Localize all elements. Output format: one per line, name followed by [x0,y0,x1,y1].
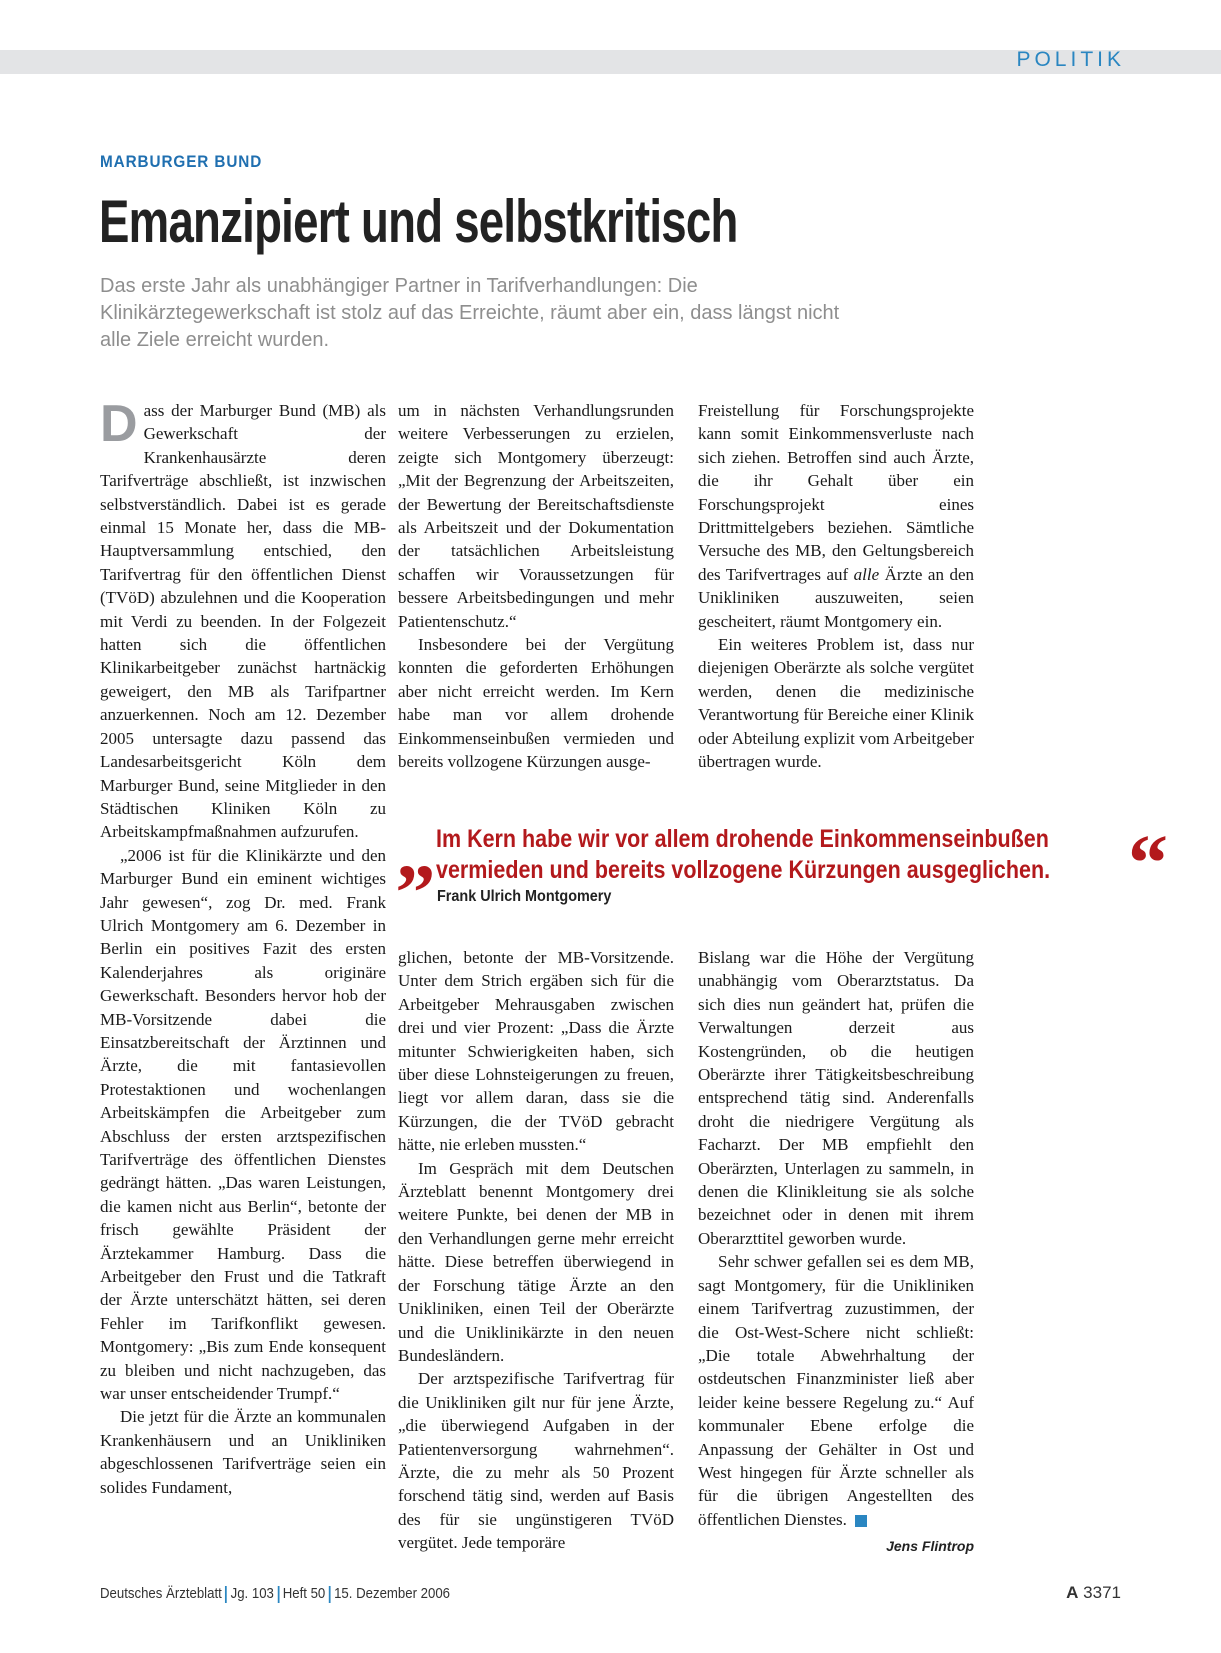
article-column-2-bottom [398,946,674,1555]
volume: Jg. 103 [230,1585,274,1602]
article-kicker: MARBURGER BUND [100,152,263,171]
article-column-2-top [398,399,674,774]
end-mark-icon [855,1515,867,1527]
paragraph: glichen, betonte der MB-Vorsitzende. Unter dem Strich ergäben sich für die Arbeitgeber Mehrausgaben zwischen drei und vier Prozent: „Dass die Ärzte mitunter Schwierigkeiten haben, sich über diese Lohnsteigerungen zu freuen, liegt vor allem daran, dass sie die Kürzungen, die der TVöD gebracht hätte, nie erleben mussten.“ [398,948,674,1155]
paragraph: Dass der Marburger Bund (MB) als Gewerkschaft der Krankenhausärzte deren Tarifverträge abschließt, ist inzwischen selbstverständlich. Dabei ist es gerade einmal 15 Monate her, dass die MB-Hauptversammlung entschied, den Tarifvertrag für den öffentlichen Dienst (TVöD) abzulehnen und die Kooperation mit Verdi zu beenden. In der Folgezeit hatten sich die öffentlichen Klinikarbeitgeber zunächst hartnäckig geweigert, den MB als Tarifpartner anzuerkennen. Noch am 12. Dezember 2005 untersagte dazu passend das Landesarbeitsgericht Köln dem Marburger Bund, seine Mitglieder in den Städtischen Kliniken Köln zu Arbeitskampfmaßnahmen aufzurufen. [100,395,386,842]
paragraph: Die jetzt für die Ärzte an kommunalen Krankenhäusern und an Unikliniken abgeschlossenen Tarifverträge seien ein solides Fundament, [100,1407,386,1497]
footer-citation [100,1585,450,1603]
paragraph: Bislang war die Höhe der Vergütung unabhängig vom Oberarztstatus. Da sich dies nun geändert hat, prüfen die Verwaltungen derzeit aus Kostengründen, ob die heutigen Oberärzte ihrer Tätigkeitsbeschreibung entsprechend tätig sind. Anderenfalls droht die niedrigere Vergütung als Facharzt. Der MB empfiehlt den Oberärzten, Unterlagen zu sammeln, in denen die Klinikleitung sie als solche bezeichnet oder in denen mit ihrem Oberarzttitel geworben wurde. [698,948,974,1248]
paragraph: „2006 ist für die Klinikärzte und den Marburger Bund ein eminent wichtiges Jahr gewesen“, zog Dr. med. Frank Ulrich Montgomery am 6. Dezember in Berlin ein positives Fazit des ersten Kalenderjahres als originäre Gewerkschaft. Besonders hervor hob der MB-Vorsitzende dabei die Einsatzbereitschaft der Ärztinnen und Ärzte, die mit fantasievollen Protestaktionen und wochenlangen Arbeitskämpfen die Arbeitgeber zum Abschluss der ersten arztspezifischen Tarifverträge des öffentlichen Dienstes gedrängt hätten. „Das waren Leistungen, die kamen nicht aus Berlin“, betonte der frisch gewählte Präsident der Ärztekammer Hamburg. Dass die Arbeitgeber den Frust und die Tatkraft der Ärzte unterschätzt hätten, sei deren Fehler im Tarifkonflikt gewesen. Montgomery: „Bis zum Ende konsequent zu bleiben und nicht nachzugeben, das war unser entscheidender Trumpf.“ [100,845,386,1404]
article-column-3-bottom [698,946,974,1531]
article-title: Emanzipiert und selbstkritisch [99,188,738,255]
pull-quote-text: Im Kern habe wir vor allem drohende Einkommenseinbußen vermieden und bereits vollzogene Kürzungen ausgeglichen. [436,825,1051,884]
article-column-1 [100,395,386,1499]
paragraph: Ein weiteres Problem ist, dass nur diejenigen Oberärzte als solche vergütet werden, denen die medizinische Verantwortung für Bereiche einer Klinik oder Abteilung explizit vom Arbeitgeber übertragen wurde. [698,635,974,772]
paragraph: Sehr schwer gefallen sei es dem MB, sagt Montgomery, für die Unikliniken einem Tarifvertrag zuzustimmen, der die Ost-West-Schere nicht schließt: „Die totale Abwehrhaltung der ostdeutschen Finanzminister ließ aber leider keine bessere Regelung zu.“ Auf kommunaler Ebene erfolge die Anpassung der Gehälter in Ost und West hingegen für Ärzte schneller als für die übrigen Angestellten des öffentlichen Dienstes. [698,1252,974,1529]
pull-quote-author: Frank Ulrich Montgomery [437,888,612,905]
quote-close-mark: “ [1128,820,1168,908]
separator [225,1586,227,1603]
section-label: POLITIK [1016,48,1125,71]
issue: Heft 50 [282,1585,326,1602]
issue-date: 15. Dezember 2006 [334,1585,451,1602]
paragraph: Insbesondere bei der Vergütung konnten die geforderten Erhöhungen aber nicht erreicht werden. Im Kern habe man vor allem drohende Einkommenseinbußen vermieden und bereits vollzogene Kürzungen ausge- [398,635,674,772]
paragraph: um in nächsten Verhandlungsrunden weitere Verbesserungen zu erzielen, zeigte sich Montgomery überzeugt: „Mit der Begrenzung der Arbeitszeiten, der Bewertung der Bereitschaftsdienste als Arbeitszeit und der Dokumentation der tatsächlichen Arbeitsleistung schaffen wir Voraussetzungen für bessere Arbeitsbedingungen und mehr Patientenschutz.“ [398,401,674,631]
separator [329,1586,331,1603]
paragraph: Freistellung für Forschungsprojekte kann somit Einkommensverluste nach sich ziehen. Betroffen sind auch Ärzte, die ihr Gehalt über ein Forschungsprojekt eines Drittmittelgebers beziehen. Sämtliche Versuche des MB, den Geltungsbereich des Tarifvertrages auf alle Ärzte an den Unikliniken auszuweiten, seien gescheitert, räumt Montgomery ein. [698,401,974,631]
article-column-3-top [698,399,974,774]
drop-cap: D [100,395,138,453]
paragraph: Der arztspezifische Tarifvertrag für die Unikliniken gilt nur für jene Ärzte, „die überwiegend Aufgaben in der Patientenversorgung wahrnehmen“. Ärzte, die zu mehr als 50 Prozent forschend tätig sind, werden auf Basis des für sie ungünstigeren TVöD vergütet. Jede temporäre [398,1369,674,1553]
journal-name: Deutsches Ärzteblatt [100,1585,222,1602]
emphasis: alle [853,564,880,584]
page-number: A 3371 [1066,1583,1121,1602]
article-lead: Das erste Jahr als unabhängiger Partner in Tarifverhandlungen: Die Klinikärztegewerkschaft ist stolz auf das Erreichte, räumt aber ein, dass längst nicht alle Ziele erreicht wurden. [100,275,840,351]
paragraph: Im Gespräch mit dem Deutschen Ärzteblatt benennt Montgomery drei weitere Punkte, bei denen der MB in den Verhandlungen gerne mehr erreicht hätte. Diese betreffen überwiegend in der Forschung tätige Ärzte an den Unikliniken, einen Teil der Oberärzte und die Uniklinikärzte in den neuen Bundesländern. [398,1158,674,1365]
author-byline: Jens Flintrop [886,1538,974,1554]
quote-open-mark: „ [396,808,436,896]
separator [277,1586,279,1603]
